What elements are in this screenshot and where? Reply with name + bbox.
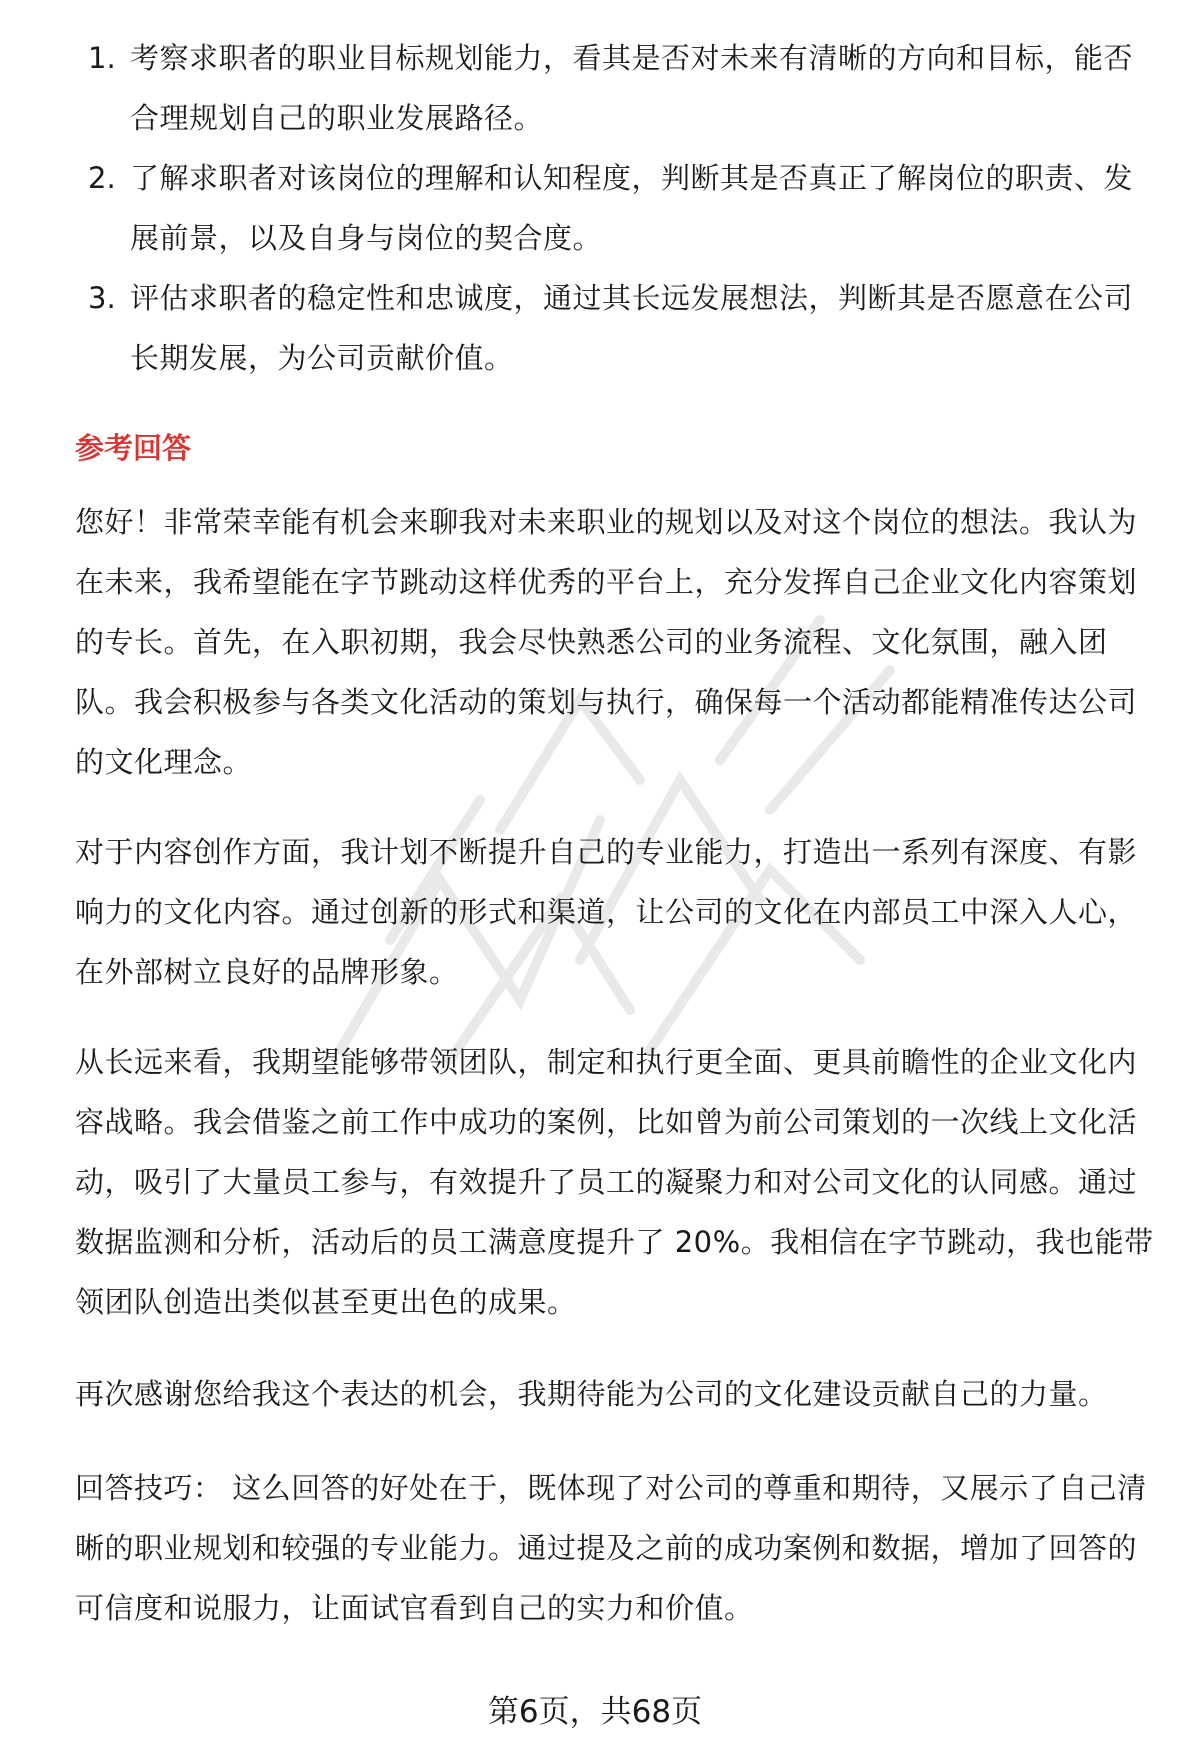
section-title: 参考回答 bbox=[75, 431, 192, 465]
list-item-number: 2. bbox=[88, 161, 116, 195]
page-number: 第6页，共68页 bbox=[487, 1694, 703, 1730]
list-item-number: 3. bbox=[88, 281, 116, 315]
answer-paragraph-4: 再次感谢您给我这个表达的机会，我期待能为公司的文化建设贡献自己的力量。 bbox=[75, 1377, 1108, 1411]
answer-paragraph-3: 从长远来看，我期望能够带领团队，制定和执行更全面、更具前瞻性的企业文化内容战略。我会借鉴之前工作中成功的案例，比如曾为前公司策划的一次线上文化活动，吸引了大量员工参与，有效提升了员工的凝聚力和对公司文化的认同感。通过数据监测和分析，活动后的员工满意度提升了 20%。我相信在字节跳动，我也能带领团队创造出类似甚至更出色的成果。 bbox=[75, 1045, 1154, 1319]
list-item-text: 了解求职者对该岗位的理解和认知程度，判断其是否真正了解岗位的职责、发展前景，以及自身与岗位的契合度。 bbox=[130, 161, 1134, 255]
list-item-text: 评估求职者的稳定性和忠诚度，通过其长远发展想法，判断其是否愿意在公司长期发展，为公司贡献价值。 bbox=[130, 281, 1134, 375]
answer-paragraph-2: 对于内容创作方面，我计划不断提升自己的专业能力，打造出一系列有深度、有影响力的文化内容。通过创新的形式和渠道，让公司的文化在内部员工中深入人心，在外部树立良好的品牌形象。 bbox=[75, 835, 1138, 989]
answer-paragraph-1: 您好！非常荣幸能有机会来聊我对未来职业的规划以及对这个岗位的想法。我认为在未来，我希望能在字节跳动这样优秀的平台上，充分发挥自己企业文化内容策划的专长。首先，在入职初期，我会尽快熟悉公司的业务流程、文化氛围，融入团队。我会积极参与各类文化活动的策划与执行，确保每一个活动都能精准传达公司的文化理念。 bbox=[75, 505, 1138, 779]
list-item-number: 1. bbox=[88, 41, 116, 75]
answer-tips-paragraph: 回答技巧： 这么回答的好处在于，既体现了对公司的尊重和期待，又展示了自己清晰的职业规划和较强的专业能力。通过提及之前的成功案例和数据，增加了回答的可信度和说服力，让面试官看到自己的实力和价值。 bbox=[75, 1471, 1147, 1625]
list-item-text: 考察求职者的职业目标规划能力，看其是否对未来有清晰的方向和目标，能否合理规划自己的职业发展路径。 bbox=[130, 41, 1134, 135]
